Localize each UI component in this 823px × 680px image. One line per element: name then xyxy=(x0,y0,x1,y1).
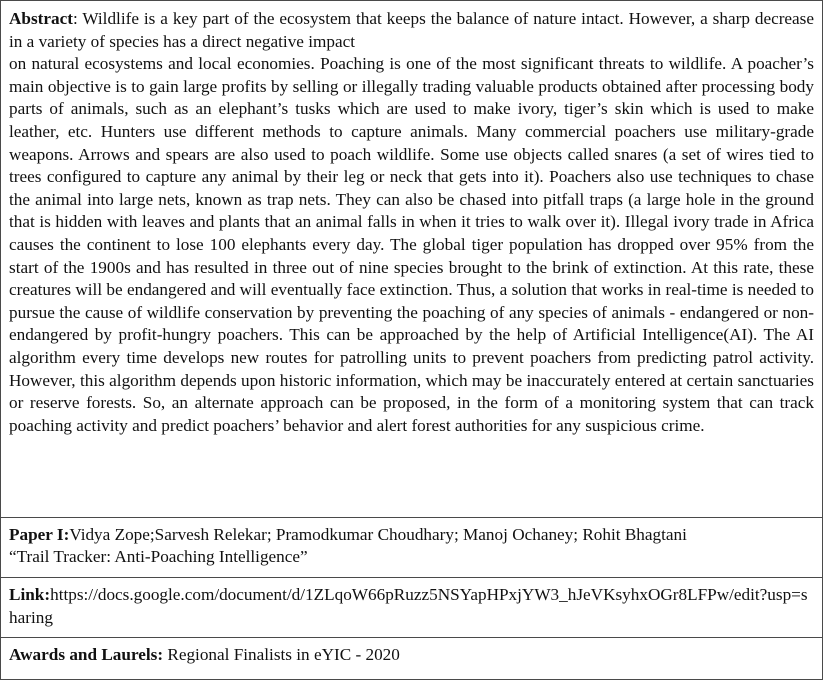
link-url[interactable]: https://docs.google.com/document/d/1ZLqoW66pRuzz5NSYapHPxjYW3_hJeVKsyhxOGr8LFPw/edit?usp=sharing xyxy=(9,585,808,627)
paper-title: “Trail Tracker: Anti-Poaching Intelligence” xyxy=(9,547,308,567)
paper-authors: Vidya Zope;Sarvesh Relekar; Pramodkumar Choudhary; Manoj Ochaney; Rohit Bhagtani xyxy=(69,524,687,544)
link-cell xyxy=(1,578,823,638)
awards-label: Awards and Laurels: xyxy=(9,645,164,665)
paper-row xyxy=(1,517,823,577)
paper-label: Paper I: xyxy=(9,524,70,544)
abstract-first-line: : Wildlife is a key part of the ecosystem that keeps the balance of nature intact. However, a sharp decrease in a variety of species has a direct negative impact xyxy=(9,9,814,51)
link-row xyxy=(1,578,823,638)
abstract-row xyxy=(1,1,823,518)
awards-cell xyxy=(1,638,823,680)
abstract-intro xyxy=(9,8,814,53)
awards-row xyxy=(1,638,823,680)
abstract-body: on natural ecosystems and local economies. Poaching is one of the most significant threats to wildlife. A poacher’s main objective is to gain large profits by selling or illegally trading valuable products obtained after processing body parts of animals, such as an elephant’s tusks which are used to make ivory, tiger’s skin which is used to make leather, etc. Hunters use different methods to capture animals. Many commercial poachers use military-grade weapons. Arrows and spears are also used to poach wildlife. Some use objects called snares (a set of wires tied to trees configured to capture any animal by their leg or neck that gets into it). Poachers also use techniques to chase the animal into large nets, known as trap nets. They can also be chased into pitfall traps (a large hole in the ground that is hidden with leaves and plants that an animal falls in when it tries to walk over it). Illegal ivory trade in Africa causes the continent to lose 100 elephants every day. The global tiger population has dropped over 95% from the start of the 1900s and has resulted in three out of nine species brought to the brink of extinction. At this rate, these creatures will be endangered and will eventually face extinction. Thus, a solution that works in real-time is needed to pursue the cause of wildlife conservation by preventing the poaching of any species of animals - endangered or non-endangered by profit-hungry poachers. This can be approached by the help of Artificial Intelligence(AI). The AI algorithm every time develops new routes for patrolling units to prevent poachers from predicting patrol activity. However, this algorithm depends upon historic information, which may be inaccurately entered at certain sanctuaries or reserve forests. So, an alternate approach can be proposed, in the form of a monitoring system that can track poaching activity and predict poachers’ behavior and alert forest authorities for any suspicious crime. xyxy=(9,54,814,435)
paper-cell xyxy=(1,517,823,577)
link-label: Link: xyxy=(9,585,51,605)
awards-value: Regional Finalists in eYIC - 2020 xyxy=(163,645,400,665)
abstract-cell xyxy=(1,1,823,518)
abstract-label: Abstract xyxy=(9,9,73,28)
